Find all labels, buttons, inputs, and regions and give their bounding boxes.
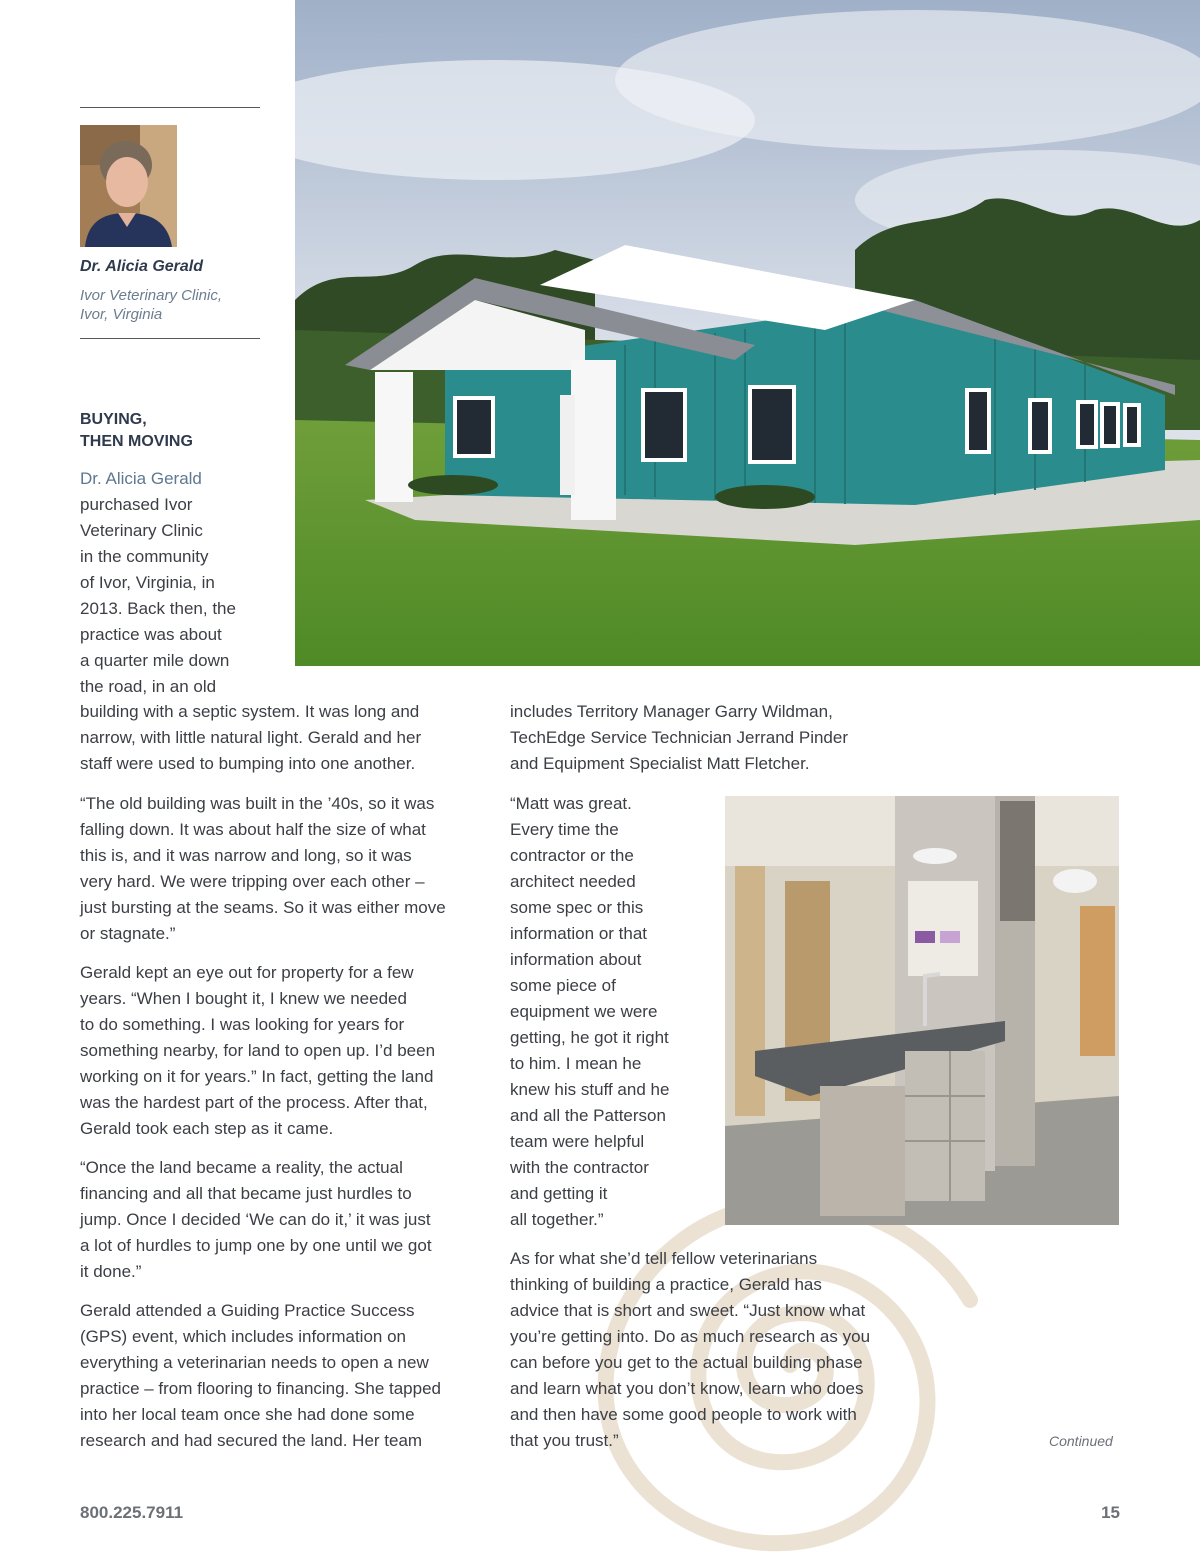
text-line: advice that is short and sweet. “Just know what bbox=[510, 1301, 866, 1320]
sidebar-top-rule bbox=[80, 107, 260, 108]
left-paragraph-5 bbox=[80, 1298, 441, 1454]
text-line: As for what she’d tell fellow veterinarians bbox=[510, 1249, 818, 1268]
footer-phone: 800.225.7911 bbox=[80, 1503, 184, 1522]
text-line: architect needed bbox=[510, 872, 636, 891]
text-line: and Equipment Specialist Matt Fletcher. bbox=[510, 754, 810, 773]
profile-affiliation bbox=[80, 286, 222, 324]
text-line: contractor or the bbox=[510, 846, 634, 865]
text-line: “The old building was built in the ’40s, so it was bbox=[80, 794, 435, 813]
right-paragraph-1 bbox=[510, 699, 848, 777]
text-line: everything a veterinarian needs to open a new bbox=[80, 1353, 429, 1372]
page-number: 15 bbox=[1101, 1503, 1120, 1522]
text-line: Gerald kept an eye out for property for a few bbox=[80, 963, 414, 982]
profile-name: Dr. Alicia Gerald bbox=[80, 258, 204, 275]
clinic-exterior-photo bbox=[295, 0, 1200, 666]
text-line: equipment we were bbox=[510, 1002, 658, 1021]
text-line: Gerald took each step as it came. bbox=[80, 1119, 334, 1138]
text-line: with the contractor bbox=[510, 1158, 649, 1177]
text-line: it done.” bbox=[80, 1262, 142, 1281]
text-line: TechEdge Service Technician Jerrand Pinder bbox=[510, 728, 848, 747]
text-line: financing and all that became just hurdles to bbox=[80, 1184, 412, 1203]
intro-line: a quarter mile down bbox=[80, 651, 230, 670]
text-line: practice – from flooring to financing. She tapped bbox=[80, 1379, 441, 1398]
text-line: you’re getting into. Do as much research as you bbox=[510, 1327, 871, 1346]
text-line: and learn what you don’t know, learn who does bbox=[510, 1379, 864, 1398]
left-paragraph-3 bbox=[80, 960, 435, 1142]
left-paragraph-4 bbox=[80, 1155, 432, 1285]
text-line: this is, and it was narrow and long, so it was bbox=[80, 846, 412, 865]
text-line: and all the Patterson bbox=[510, 1106, 666, 1125]
text-line: a lot of hurdles to jump one by one until we got bbox=[80, 1236, 432, 1255]
text-line: information about bbox=[510, 950, 642, 969]
text-line: very hard. We were tripping over each other – bbox=[80, 872, 425, 891]
text-line: into her local team once she had done some bbox=[80, 1405, 415, 1424]
intro-line: the road, in an old bbox=[80, 677, 217, 696]
text-line: that you trust.” bbox=[510, 1431, 619, 1450]
text-line: (GPS) event, which includes information on bbox=[80, 1327, 406, 1346]
text-line: jump. Once I decided ‘We can do it,’ it was just bbox=[80, 1210, 431, 1229]
text-line: knew his stuff and he bbox=[510, 1080, 670, 1099]
text-line: years. “When I bought it, I knew we needed bbox=[80, 989, 407, 1008]
text-line: thinking of building a practice, Gerald has bbox=[510, 1275, 822, 1294]
text-line: narrow, with little natural light. Gerald and her bbox=[80, 728, 422, 747]
text-line: “Once the land became a reality, the actual bbox=[80, 1158, 403, 1177]
text-line: “Matt was great. bbox=[510, 794, 632, 813]
text-line: and then have some good people to work with bbox=[510, 1405, 857, 1424]
intro-lead-name: Dr. Alicia Gerald bbox=[80, 469, 202, 488]
intro-line: of Ivor, Virginia, in bbox=[80, 573, 215, 592]
exam-room-photo bbox=[725, 796, 1119, 1225]
text-line: research and had secured the land. Her team bbox=[80, 1431, 423, 1450]
text-line: information or that bbox=[510, 924, 648, 943]
text-line: getting, he got it right bbox=[510, 1028, 669, 1047]
text-line: something nearby, for land to open up. I’d been bbox=[80, 1041, 436, 1060]
text-line: all together.” bbox=[510, 1210, 604, 1229]
heading-line: BUYING, bbox=[80, 411, 147, 428]
text-line: working on it for years.” In fact, getting the land bbox=[80, 1067, 434, 1086]
text-line: Every time the bbox=[510, 820, 619, 839]
text-line: and getting it bbox=[510, 1184, 608, 1203]
profile-portrait bbox=[80, 125, 177, 247]
left-paragraph-1 bbox=[80, 699, 421, 777]
text-line: includes Territory Manager Garry Wildman, bbox=[510, 702, 833, 721]
text-line: to him. I mean he bbox=[510, 1054, 642, 1073]
continued-label: Continued bbox=[1049, 1433, 1113, 1449]
affiliation-line: Ivor, Virginia bbox=[80, 306, 163, 323]
text-line: was the hardest part of the process. After that, bbox=[80, 1093, 428, 1112]
text-line: just bursting at the seams. So it was either move bbox=[80, 898, 446, 917]
text-line: some spec or this bbox=[510, 898, 644, 917]
text-line: falling down. It was about half the size of what bbox=[80, 820, 426, 839]
text-line: can before you get to the actual building phase bbox=[510, 1353, 863, 1372]
intro-line: purchased Ivor bbox=[80, 495, 193, 514]
text-line: some piece of bbox=[510, 976, 616, 995]
intro-line: practice was about bbox=[80, 625, 222, 644]
affiliation-line: Ivor Veterinary Clinic, bbox=[80, 287, 222, 304]
text-line: to do something. I was looking for years for bbox=[80, 1015, 405, 1034]
section-heading bbox=[80, 409, 193, 453]
left-paragraph-2 bbox=[80, 791, 446, 947]
text-line: team were helpful bbox=[510, 1132, 645, 1151]
text-line: building with a septic system. It was long and bbox=[80, 702, 420, 721]
right-paragraph-2 bbox=[510, 791, 669, 1233]
text-line: or stagnate.” bbox=[80, 924, 176, 943]
intro-line: in the community bbox=[80, 547, 209, 566]
text-line: Gerald attended a Guiding Practice Success bbox=[80, 1301, 415, 1320]
intro-paragraph bbox=[80, 466, 236, 700]
intro-line: 2013. Back then, the bbox=[80, 599, 236, 618]
intro-line: Veterinary Clinic bbox=[80, 521, 203, 540]
sidebar-bottom-rule bbox=[80, 338, 260, 339]
heading-line: THEN MOVING bbox=[80, 433, 193, 450]
right-paragraph-3 bbox=[510, 1246, 870, 1454]
text-line: staff were used to bumping into one another. bbox=[80, 754, 416, 773]
